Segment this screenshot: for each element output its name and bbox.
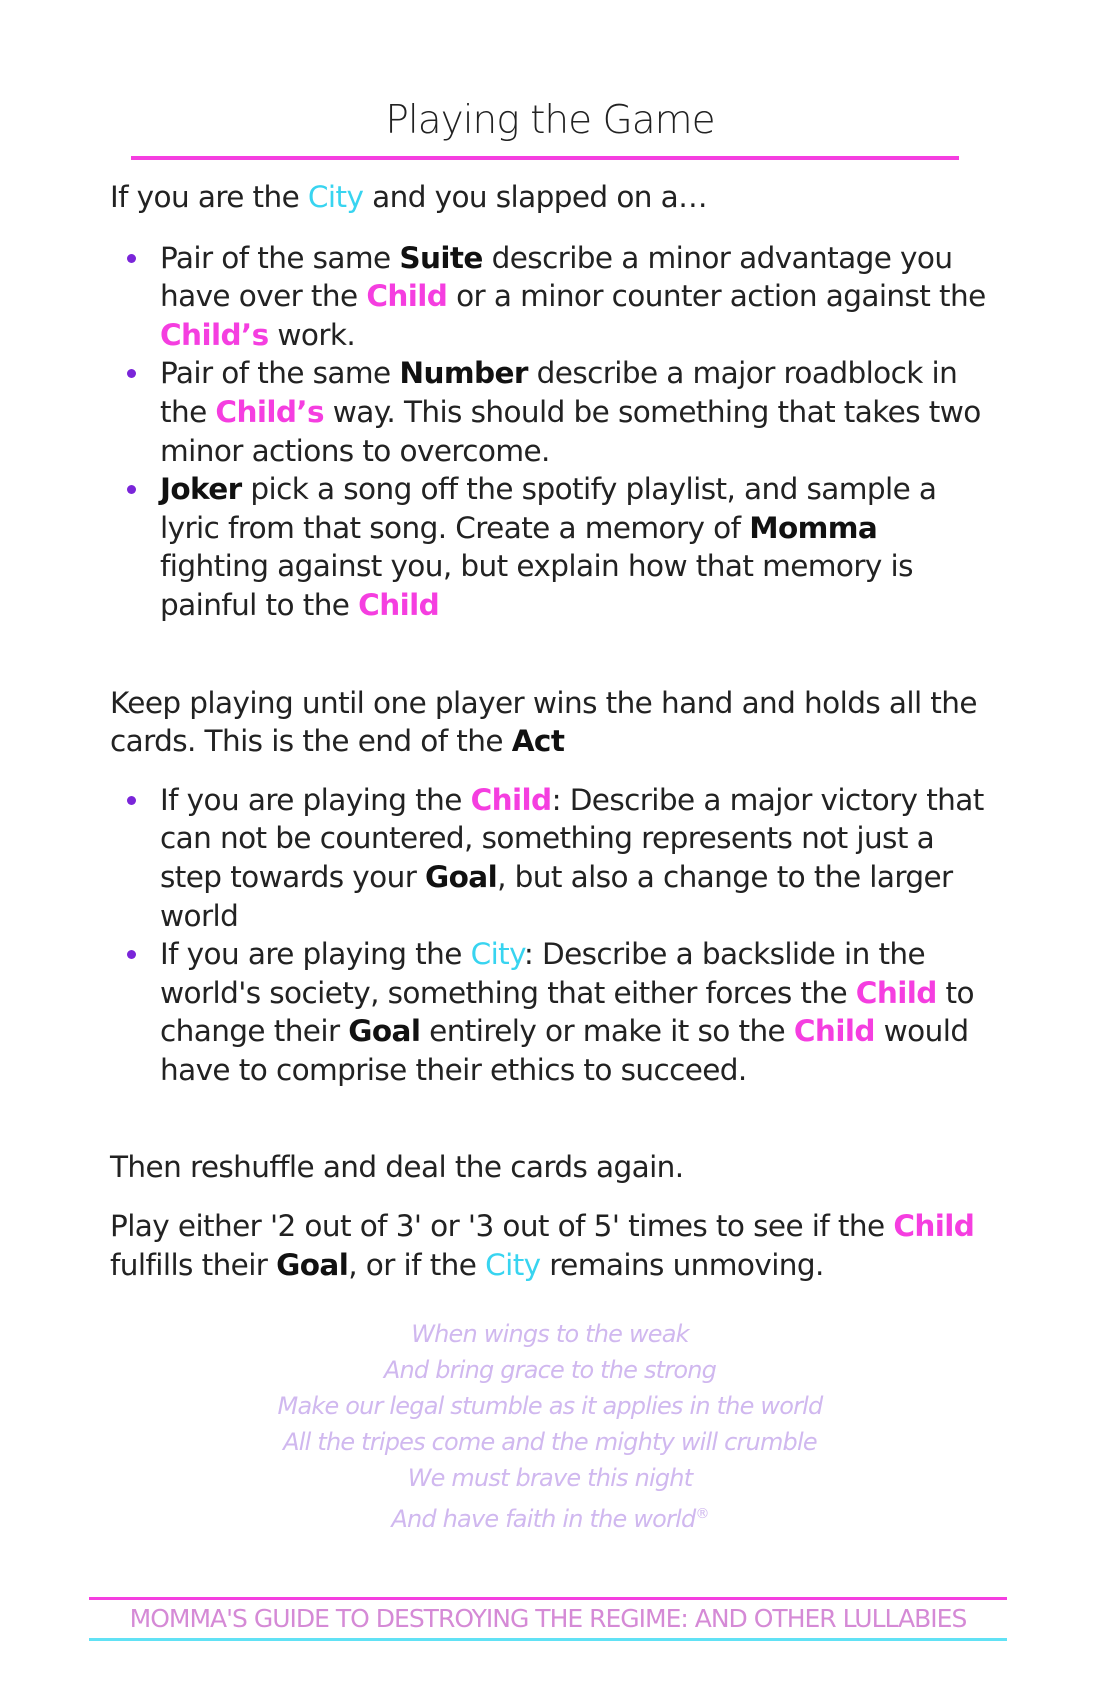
lyric-line: All the tripes come and the mighty will crumble [283,1428,817,1456]
act-term: Act [511,724,565,759]
list-item [110,781,990,935]
registered-mark: ® [695,1506,709,1522]
list-item [110,935,990,1089]
text: Keep playing until one player wins the hand and holds all the cards. This is the end of the [110,685,977,759]
lyric-line: Make our legal stumble as it applies in the world [277,1392,823,1420]
text: , but also a change to the larger world [160,859,953,933]
number-term: Number [399,356,528,391]
goal-term: Goal [348,1014,421,1049]
text: Pair of the same [160,356,400,391]
text: would have to comprise their ethics to succeed. [160,1014,969,1087]
text: way. This should be something that takes two minor actions to overcome. [160,394,981,468]
suite-term: Suite [399,240,483,275]
child-term: Child [893,1209,975,1244]
city-intro-paragraph [110,178,990,217]
joker-term: Joker [160,472,242,507]
footer-title: MOMMA'S GUIDE TO DESTROYING THE REGIME: AND OTHER LULLABIES [129,1604,967,1633]
list-item [110,470,990,624]
list-item [110,354,990,470]
city-outcomes-list [110,239,990,625]
text: : Describe a backslide in the world's society, something that either forces the [160,937,926,1010]
text: fighting against you, but explain how that memory is painful to the [160,549,913,622]
child-term: Child [366,279,448,314]
text: fulfills their [110,1247,277,1282]
reshuffle-paragraph: Then reshuffle and deal the cards again. [110,1150,684,1185]
text: If you are playing the [160,937,471,972]
text: remains unmoving. [540,1247,824,1282]
title-divider [131,156,959,160]
child-term: Child’s [215,394,324,429]
keep-playing-paragraph [110,684,990,761]
goal-term: Goal [276,1247,349,1282]
goal-term: Goal [425,859,498,894]
lyric-line: We must brave this night [407,1464,693,1492]
child-term: Child [793,1014,875,1049]
text: : Describe a major victory that can not be countered, something represents not just a step towards your [160,782,984,894]
lyric-line: And bring grace to the strong [383,1356,717,1384]
page-title: Playing the Game [385,98,715,143]
city-term: City [485,1247,541,1282]
text: or a minor counter action against the [447,279,986,314]
child-term: Child [470,782,552,817]
lyric-text: And have faith in the world [391,1505,696,1533]
text: If you are the [110,180,308,214]
text: , or if the [348,1247,486,1282]
lyric-line: When wings to the weak [411,1320,689,1348]
text: pick a song off the spotify playlist, and sample a lyric from that song. Create a memory of [160,472,937,545]
child-term: Child [855,975,937,1010]
city-term: City [470,937,524,972]
text: Pair of the same [160,240,400,275]
momma-term: Momma [749,510,878,545]
text: Play either '2 out of 3' or '3 out of 5' times to see if the [110,1209,894,1244]
text: work. [268,317,356,352]
text: If you are playing the [160,782,471,817]
act-end-list [110,781,990,1090]
text: describe a major roadblock in the [160,356,958,429]
lyric-excerpt [0,1316,1100,1537]
rules-content [110,178,990,1284]
lyric-line [0,1496,1100,1537]
footer-rule-bottom [89,1638,1007,1641]
text: entirely or make it so the [420,1014,794,1049]
footer-rule-top [89,1597,1007,1600]
text: describe a minor advantage you have over the [160,240,953,314]
best-of-paragraph [110,1207,990,1284]
child-term: Child [358,587,440,622]
text: to change their [160,975,974,1049]
text: and you slapped on a… [363,180,708,214]
child-term: Child’s [160,317,269,352]
city-term: City [307,180,364,214]
list-item [110,239,990,355]
